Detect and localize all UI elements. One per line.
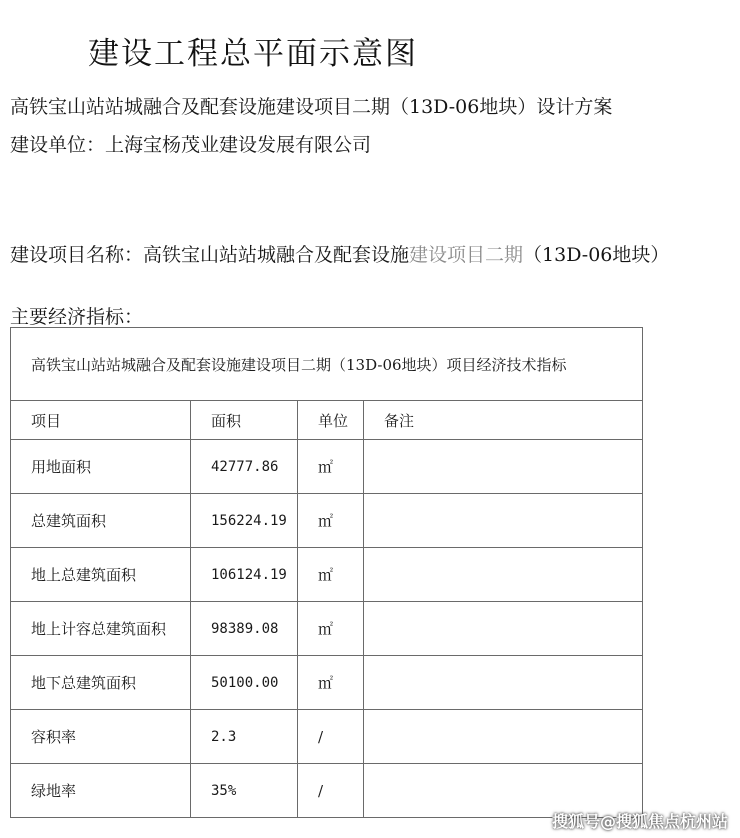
header-unit: 单位 [298,401,364,440]
indicators-label: 主要经济指标： [10,306,144,328]
row-unit: ㎡ [298,440,364,494]
row-value: 42777.86 [191,440,298,494]
row-unit: ㎡ [298,548,364,602]
row-value: 35% [191,764,298,818]
row-unit: ㎡ [298,602,364,656]
project-name-faded: 建设项目二期 [409,244,524,266]
table-row [11,494,643,548]
row-note [364,440,643,494]
row-unit: / [298,710,364,764]
scheme-line: 高铁宝山站站城融合及配套设施建设项目二期（13D-06地块）设计方案 [10,96,613,118]
row-note [364,710,643,764]
project-name-prefix: 建设项目名称：高铁宝山站站城融合及配套设施 [10,244,410,266]
watermark: 搜狐号@搜狐焦点杭州站 [551,812,728,831]
header-area: 面积 [191,401,298,440]
header-item: 项目 [11,401,191,440]
table-row [11,548,643,602]
economic-indicators-table [10,327,643,818]
row-item: 绿地率 [11,764,191,818]
row-value: 2.3 [191,710,298,764]
row-note [364,602,643,656]
row-value: 156224.19 [191,494,298,548]
table-row [11,656,643,710]
table-caption: 高铁宝山站站城融合及配套设施建设项目二期（13D-06地块）项目经济技术指标 [11,328,643,401]
row-note [364,656,643,710]
project-name-suffix: （13D-06地块） [523,244,670,266]
document-title: 建设工程总平面示意图 [88,36,418,72]
row-item: 用地面积 [11,440,191,494]
row-item: 地上计容总建筑面积 [11,602,191,656]
table-row [11,440,643,494]
row-note [364,548,643,602]
construction-unit: 建设单位：上海宝杨茂业建设发展有限公司 [10,134,372,156]
row-item: 地上总建筑面积 [11,548,191,602]
row-value: 98389.08 [191,602,298,656]
header-note: 备注 [364,401,643,440]
row-item: 总建筑面积 [11,494,191,548]
table-header-row [11,401,643,440]
row-unit: ㎡ [298,656,364,710]
row-value: 50100.00 [191,656,298,710]
row-item: 容积率 [11,710,191,764]
table-caption-row [11,328,643,401]
row-note [364,494,643,548]
table-row [11,602,643,656]
row-unit: / [298,764,364,818]
row-item: 地下总建筑面积 [11,656,191,710]
project-name [10,240,669,267]
table-row [11,710,643,764]
row-unit: ㎡ [298,494,364,548]
row-value: 106124.19 [191,548,298,602]
table-row [11,764,643,818]
